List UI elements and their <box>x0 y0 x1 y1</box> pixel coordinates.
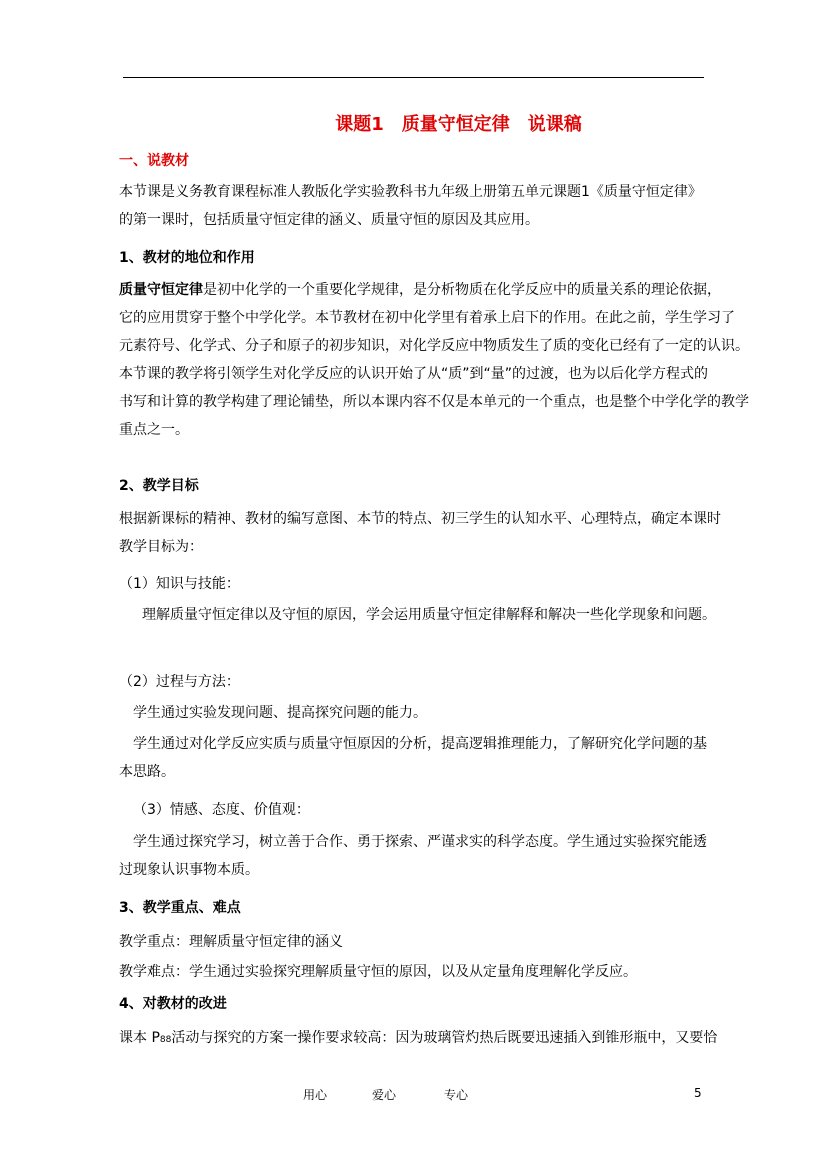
subheading-2: 2、教学目标 <box>119 478 199 494</box>
status-line-3: 元素符号、化学式、分子和原子的初步知识，对化学反应中物质发生了质的变化已经有了一定的认识。 <box>119 338 749 354</box>
footer-motto-3: 专心 <box>444 1088 469 1102</box>
goal-3-line-1: 学生通过探究学习，树立善于合作、勇于探索、严谨求实的科学态度。学生通过实验探究能透 <box>133 834 707 850</box>
subheading-1: 1、教材的地位和作用 <box>119 250 255 266</box>
status-line-4: 本节课的教学将引领学生对化学反应的认识开始了从“质”到“量”的过渡，也为以后化学方程式的 <box>119 366 709 382</box>
improve-prefix: 课本 P <box>119 1030 160 1046</box>
intro-line-2: 的第一课时，包括质量守恒定律的涵义、质量守恒的原因及其应用。 <box>119 212 539 228</box>
title-main: 课题1 质量守恒定律 <box>335 114 510 135</box>
subheading-3: 3、教学重点、难点 <box>119 900 241 916</box>
goal-3-label: （3）情感、态度、价值观： <box>133 802 310 818</box>
improve-text: 活动与探究的方案一操作要求较高：因为玻璃管灼热后既要迅速插入到锥形瓶中，又要恰 <box>171 1030 718 1046</box>
goal-2-line-1: 学生通过对化学反应实质与质量守恒原因的分析，提高逻辑推理能力，了解研究化学问题的基 <box>133 736 707 752</box>
document-title <box>0 110 827 136</box>
status-paragraph <box>119 276 749 444</box>
intro-line-1: 本节课是义务教育课程标准人教版化学实验教科书九年级上册第五单元课题1《质量守恒定律》 <box>119 184 702 200</box>
status-line-5: 书写和计算的教学构建了理论铺垫，所以本课内容不仅是本单元的一个重点，也是整个中学化学的教学 <box>119 394 749 410</box>
goal-2-label: （2）过程与方法： <box>119 674 240 690</box>
footer-motto-1: 用心 <box>303 1088 328 1102</box>
status-line-2: 它的应用贯穿于整个中学化学。本节教材在初中化学里有着承上启下的作用。在此之前，学生学习了 <box>119 310 735 326</box>
difficulty-point: 教学难点：学生通过实验探究理解质量守恒的原因，以及从定量角度理解化学反应。 <box>119 964 637 980</box>
title-suffix: 说课稿 <box>527 114 582 135</box>
status-line-1: 是初中化学的一个重要化学规律，是分析物质在化学反应中的质量关系的理论依据， <box>203 282 721 298</box>
improve-page-subscript: 88 <box>159 1035 172 1045</box>
header-rule <box>123 77 704 78</box>
goal-1-text: 理解质量守恒定律以及守恒的原因，学会运用质量守恒定律解释和解决一些化学现象和问题。 <box>142 607 716 623</box>
goal-2-line-2: 本思路。 <box>119 764 175 780</box>
key-point: 教学重点：理解质量守恒定律的涵义 <box>119 934 343 950</box>
intro-paragraph <box>119 178 739 234</box>
section-heading-1: 一、说教材 <box>119 153 189 169</box>
goal-2-text-2 <box>119 730 739 786</box>
improve-line <box>119 1028 739 1050</box>
footer-motto-2: 爱心 <box>372 1088 397 1102</box>
status-bold-term: 质量守恒定律 <box>119 282 203 298</box>
goals-line-2: 教学目标为： <box>119 539 203 555</box>
goal-2-text-1: 学生通过实验发现问题、提高探究问题的能力。 <box>133 705 427 721</box>
page-number: 5 <box>694 1086 702 1100</box>
goal-1-label: （1）知识与技能： <box>119 576 240 592</box>
goals-line-1: 根据新课标的精神、教材的编写意图、本节的特点、初三学生的认知水平、心理特点，确定本课时 <box>119 511 721 527</box>
goals-paragraph <box>119 505 739 561</box>
status-line-6: 重点之一。 <box>119 422 189 438</box>
subheading-4: 4、对教材的改进 <box>119 996 227 1012</box>
goal-3-text <box>119 828 739 884</box>
goal-3-line-2: 过现象认识事物本质。 <box>119 862 259 878</box>
